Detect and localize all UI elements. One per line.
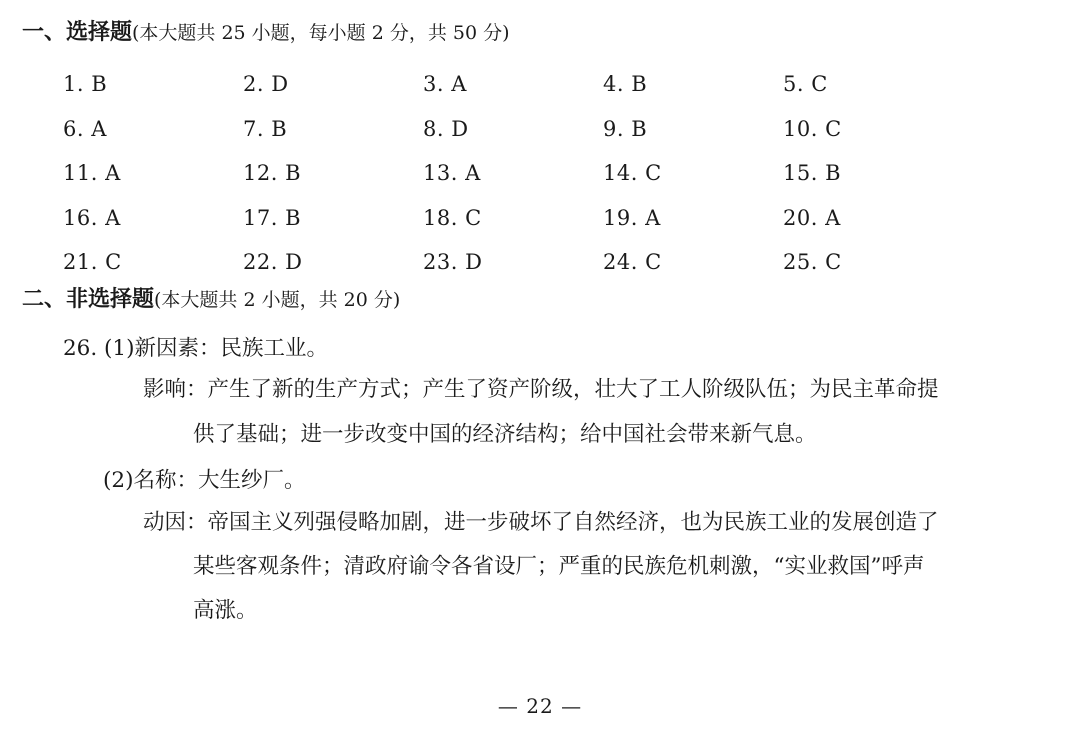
answer-item: 8. D (423, 116, 469, 141)
answer-item: 12. B (243, 161, 302, 186)
answer-item: 23. D (423, 250, 483, 275)
answer-item: 11. A (63, 161, 121, 186)
q26-impact-line: 影响：产生了新的生产方式；产生了资产阶级，壮大了工人阶级队伍；为民主革命提 (143, 377, 939, 402)
answer-item: 2. D (243, 72, 289, 97)
q26-motive-line: 某些客观条件；清政府谕令各省设厂；严重的民族危机刺激，“实业救国”呼声 (193, 554, 925, 579)
answer-item: 17. B (243, 205, 302, 230)
answer-row (63, 151, 963, 196)
q26-motive-line: 高涨。 (193, 598, 258, 623)
answer-item: 6. A (63, 116, 107, 141)
answer-item: 13. A (423, 161, 481, 186)
section-1-title (22, 20, 510, 46)
answer-item: 5. C (783, 72, 828, 97)
section-1-heading: 一、选择题 (22, 20, 133, 45)
q26-motive-line: 动因：帝国主义列强侵略加剧，进一步破坏了自然经济，也为民族工业的发展创造了 (143, 510, 939, 535)
answer-item: 9. B (603, 116, 648, 141)
answer-item: 7. B (243, 116, 288, 141)
section-2-heading: 二、非选择题 (22, 287, 155, 312)
answer-item: 3. A (423, 72, 467, 97)
q26-part1: 26. (1)新因素：民族工业。 (63, 336, 328, 361)
section-2-title (22, 287, 400, 313)
answer-row (63, 196, 963, 241)
section-1-note: (本大题共 25 小题，每小题 2 分，共 50 分) (132, 22, 510, 44)
answer-item: 25. C (783, 250, 842, 275)
page-number: — 22 — (497, 694, 583, 718)
answer-item: 14. C (603, 161, 662, 186)
answer-item: 22. D (243, 250, 303, 275)
answer-item: 18. C (423, 205, 482, 230)
answer-grid (63, 62, 963, 285)
answer-item: 16. A (63, 205, 121, 230)
answer-item: 21. C (63, 250, 122, 275)
answer-row (63, 62, 963, 107)
answer-item: 24. C (603, 250, 662, 275)
answer-row (63, 240, 963, 285)
answer-row (63, 107, 963, 152)
answer-item: 1. B (63, 72, 108, 97)
answer-item: 20. A (783, 205, 841, 230)
answer-item: 4. B (603, 72, 648, 97)
answer-item: 15. B (783, 161, 842, 186)
section-2-note: (本大题共 2 小题，共 20 分) (154, 289, 401, 311)
answer-item: 19. A (603, 205, 661, 230)
q26-part2: (2)名称：大生纱厂。 (103, 468, 306, 493)
answer-item: 10. C (783, 116, 842, 141)
q26-impact-line: 供了基础；进一步改变中国的经济结构；给中国社会带来新气息。 (193, 422, 817, 447)
